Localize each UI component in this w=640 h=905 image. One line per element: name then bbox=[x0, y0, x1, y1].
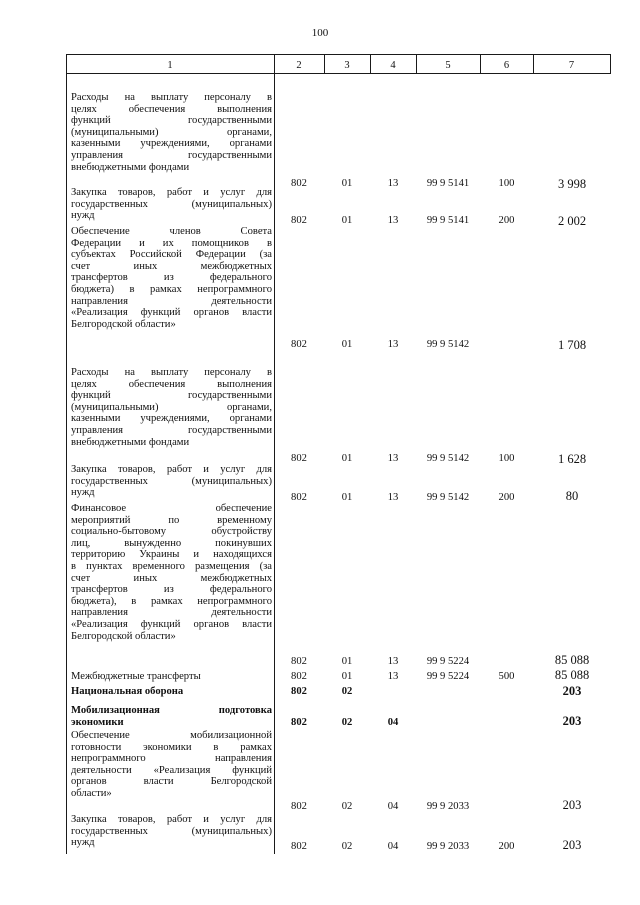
row-description: Обеспечение мобилизационной готовности экономики в рамках непрограммного направления деятельности «Реализация функций органов власти Белгородской области» bbox=[71, 730, 272, 799]
cell-subsection: 13 bbox=[387, 671, 399, 682]
cell-section: 01 bbox=[341, 492, 353, 503]
cell-amount: 203 bbox=[562, 838, 582, 852]
cell-subsection: 13 bbox=[387, 178, 399, 189]
row-description: Расходы на выплату персоналу в целях обеспечения выполнения функций государственными (муниципальными) органами, казенными учреждениями, органами управления государственными внебюджетными фондами bbox=[71, 92, 272, 173]
column-header: 7 bbox=[568, 60, 575, 71]
row-description: Закупка товаров, работ и услуг для государственных (муниципальных) нужд bbox=[71, 187, 272, 222]
cell-target-item: 99 9 5224 bbox=[426, 656, 470, 667]
column-header: 5 bbox=[445, 60, 451, 71]
cell-section: 01 bbox=[341, 671, 353, 682]
cell-amount: 1 628 bbox=[557, 452, 587, 466]
cell-expense-type: 500 bbox=[498, 671, 515, 682]
cell-ministry: 802 bbox=[291, 717, 307, 728]
row-description: Закупка товаров, работ и услуг для государственных (муниципальных) нужд bbox=[71, 814, 272, 849]
cell-expense-type: 200 bbox=[498, 841, 515, 852]
row-description: Финансовое обеспечение мероприятий по временному социально-бытовому обустройству лиц, вынужденно покинувших территорию Украины и находящихся в пунктах временного размещения (за счет иных межбюджетных трансфертов из федерального бюджета), в рамках непрограммного направления деятельности «Реализация функций органов власти Белгородской области» bbox=[71, 503, 272, 642]
cell-target-item: 99 9 5142 bbox=[426, 339, 470, 350]
cell-expense-type: 100 bbox=[498, 178, 515, 189]
cell-target-item: 99 9 5142 bbox=[426, 453, 470, 464]
cell-section: 02 bbox=[341, 717, 353, 728]
cell-ministry: 802 bbox=[291, 215, 307, 226]
cell-section: 01 bbox=[341, 656, 353, 667]
row-description: Закупка товаров, работ и услуг для государственных (муниципальных) нужд bbox=[71, 464, 272, 499]
cell-subsection: 13 bbox=[387, 656, 399, 667]
cell-amount: 203 bbox=[562, 798, 582, 812]
cell-amount: 85 088 bbox=[554, 668, 590, 682]
column-header: 1 bbox=[167, 60, 173, 71]
cell-subsection: 13 bbox=[387, 492, 399, 503]
cell-amount: 85 088 bbox=[554, 653, 590, 667]
page-number: 100 bbox=[311, 27, 329, 39]
cell-target-item: 99 9 5224 bbox=[426, 671, 470, 682]
column-divider bbox=[610, 54, 611, 73]
column-header: 3 bbox=[344, 60, 350, 71]
cell-amount: 1 708 bbox=[557, 338, 587, 352]
column-header: 6 bbox=[503, 60, 510, 71]
cell-ministry: 802 bbox=[291, 453, 307, 464]
header-bottom-border bbox=[66, 73, 611, 74]
cell-ministry: 802 bbox=[291, 339, 307, 350]
table-top-border bbox=[66, 54, 611, 55]
cell-subsection: 04 bbox=[387, 841, 399, 852]
cell-amount: 2 002 bbox=[557, 214, 587, 228]
cell-amount: 203 bbox=[562, 684, 582, 698]
cell-subsection: 13 bbox=[387, 453, 399, 464]
cell-section: 02 bbox=[341, 801, 353, 812]
cell-ministry: 802 bbox=[291, 841, 307, 852]
cell-target-item: 99 9 5141 bbox=[426, 178, 470, 189]
cell-ministry: 802 bbox=[291, 178, 307, 189]
cell-ministry: 802 bbox=[291, 801, 307, 812]
cell-amount: 203 bbox=[562, 714, 582, 728]
cell-subsection: 13 bbox=[387, 215, 399, 226]
cell-target-item: 99 9 2033 bbox=[426, 841, 470, 852]
column-divider bbox=[66, 54, 67, 854]
cell-subsection: 04 bbox=[387, 717, 399, 728]
cell-section: 02 bbox=[341, 841, 353, 852]
cell-section: 01 bbox=[341, 453, 353, 464]
column-header: 4 bbox=[390, 60, 396, 71]
row-description: Мобилизационная подготовка экономики bbox=[71, 705, 272, 728]
cell-amount: 80 bbox=[565, 489, 579, 503]
cell-amount: 3 998 bbox=[557, 177, 587, 191]
cell-subsection: 13 bbox=[387, 339, 399, 350]
row-description: Расходы на выплату персоналу в целях обеспечения выполнения функций государственными (муниципальными) органами, казенными учреждениями, органами управления государственными внебюджетными фондами bbox=[71, 367, 272, 448]
cell-section: 01 bbox=[341, 339, 353, 350]
column-header: 2 bbox=[296, 60, 302, 71]
cell-ministry: 802 bbox=[291, 671, 307, 682]
cell-ministry: 802 bbox=[291, 656, 307, 667]
cell-target-item: 99 9 2033 bbox=[426, 801, 470, 812]
cell-expense-type: 200 bbox=[498, 215, 515, 226]
row-description: Обеспечение членов Совета Федерации и их помощников в субъектах Российской Федерации (за счет иных межбюджетных трансфертов из федерального бюджета) в рамках непрограммного направления деятельности «Реализация функций органов власти Белгородской области» bbox=[71, 226, 272, 330]
cell-target-item: 99 9 5142 bbox=[426, 492, 470, 503]
cell-section: 01 bbox=[341, 178, 353, 189]
row-description: Межбюджетные трансферты bbox=[71, 671, 201, 682]
budget-table bbox=[66, 54, 611, 854]
row-description: Национальная оборона bbox=[71, 686, 184, 697]
cell-subsection: 04 bbox=[387, 801, 399, 812]
cell-expense-type: 200 bbox=[498, 492, 515, 503]
cell-ministry: 802 bbox=[291, 686, 307, 697]
cell-ministry: 802 bbox=[291, 492, 307, 503]
cell-target-item: 99 9 5141 bbox=[426, 215, 470, 226]
cell-expense-type: 100 bbox=[498, 453, 515, 464]
cell-section: 01 bbox=[341, 215, 353, 226]
cell-section: 02 bbox=[341, 686, 353, 697]
